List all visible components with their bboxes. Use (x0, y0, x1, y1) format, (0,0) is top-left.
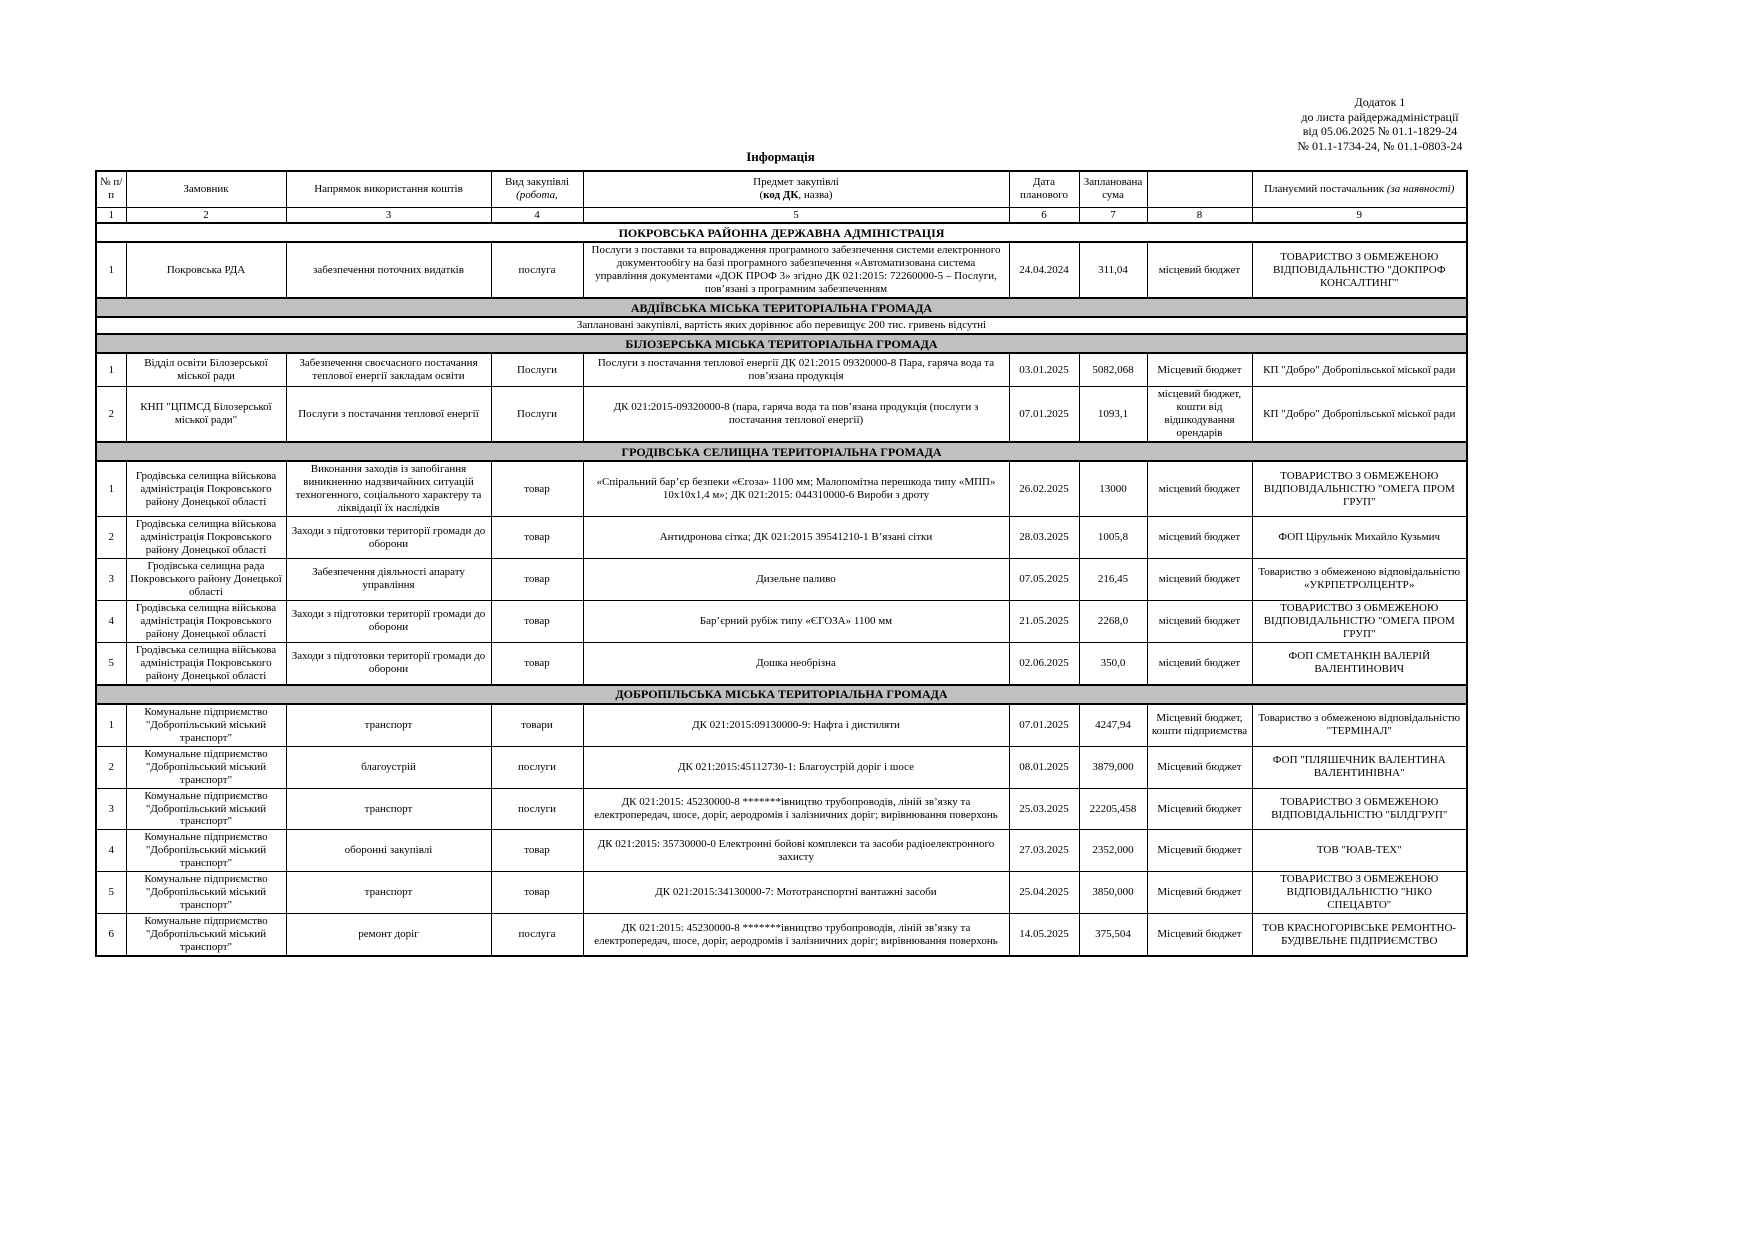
cell-kind: товар (491, 642, 583, 684)
cell-date: 25.03.2025 (1009, 788, 1079, 830)
section-header-row (96, 298, 1467, 317)
cell-customer: Гродівська селищна військова адміністрація Покровського району Донецької області (126, 642, 286, 684)
cell-n: 5 (96, 872, 126, 914)
cell-kind: послуги (491, 746, 583, 788)
cell-kind: товар (491, 830, 583, 872)
table-row (96, 559, 1467, 601)
col-header-num: № п/п (96, 171, 126, 207)
procurement-table (95, 170, 1468, 957)
cell-subject: ДК 021:2015:09130000-9: Нафта і дистиляти (583, 704, 1009, 746)
section-title: ГРОДІВСЬКА СЕЛИЩНА ТЕРИТОРІАЛЬНА ГРОМАДА (96, 442, 1467, 461)
table-row (96, 704, 1467, 746)
cell-amount: 22205,458 (1079, 788, 1147, 830)
table-row (96, 461, 1467, 516)
col-header-supplier-note: (за наявності) (1386, 182, 1455, 195)
cell-supplier: ТОВАРИСТВО З ОБМЕЖЕНОЮ ВІДПОВІДАЛЬНІСТЮ "ОМЕГА ПРОМ ГРУП" (1252, 600, 1467, 642)
cell-customer: Комунальне підприємство "Добропільський міський транспорт" (126, 914, 286, 956)
column-number: 9 (1252, 207, 1467, 223)
table-row (96, 517, 1467, 559)
cell-date: 14.05.2025 (1009, 914, 1079, 956)
column-number: 1 (96, 207, 126, 223)
cell-amount: 5082,068 (1079, 353, 1147, 387)
cell-budget: Місцевий бюджет (1147, 788, 1252, 830)
cell-n: 4 (96, 830, 126, 872)
cell-amount: 4247,94 (1079, 704, 1147, 746)
cell-date: 21.05.2025 (1009, 600, 1079, 642)
cell-budget: місцевий бюджет (1147, 642, 1252, 684)
cell-purpose: Забезпечення діяльності апарату управління (286, 559, 491, 601)
cell-supplier: ФОП СМЕТАНКІН ВАЛЕРІЙ ВАЛЕНТИНОВИЧ (1252, 642, 1467, 684)
cell-supplier: ТОВ КРАСНОГОРІВСЬКЕ РЕМОНТНО-БУДІВЕЛЬНЕ ПІДПРИЄМСТВО (1252, 914, 1467, 956)
cell-customer: Покровська РДА (126, 242, 286, 298)
col-header-subject-open: ( (759, 189, 764, 202)
table-body (96, 223, 1467, 956)
cell-budget: місцевий бюджет (1147, 461, 1252, 516)
cell-kind: товар (491, 872, 583, 914)
cell-supplier: ФОП "ПЛЯШЕЧНИК ВАЛЕНТИНА ВАЛЕНТИНІВНА" (1252, 746, 1467, 788)
cell-amount: 3850,000 (1079, 872, 1147, 914)
cell-n: 5 (96, 642, 126, 684)
cell-purpose: Забезпечення своєчасного постачання теплової енергії закладам освіти (286, 353, 491, 387)
cell-subject: Антидронова сітка; ДК 021:2015 39541210-1 В’язані сітки (583, 517, 1009, 559)
col-header-customer: Замовник (126, 171, 286, 207)
cell-n: 3 (96, 559, 126, 601)
cell-amount: 3879,000 (1079, 746, 1147, 788)
cell-budget: місцевий бюджет (1147, 559, 1252, 601)
cell-n: 1 (96, 704, 126, 746)
cell-customer: Комунальне підприємство "Добропільський міський транспорт" (126, 704, 286, 746)
section-header-row (96, 223, 1467, 242)
section-title: АВДІЇВСЬКА МІСЬКА ТЕРИТОРІАЛЬНА ГРОМАДА (96, 298, 1467, 317)
cell-budget: місцевий бюджет, кошти від відшкодування орендарів (1147, 387, 1252, 442)
cell-budget: Місцевий бюджет (1147, 914, 1252, 956)
column-number: 5 (583, 207, 1009, 223)
cell-amount: 216,45 (1079, 559, 1147, 601)
cell-amount: 311,04 (1079, 242, 1147, 298)
cell-supplier: КП "Добро" Добропільської міської ради (1252, 387, 1467, 442)
table-row (96, 830, 1467, 872)
cell-amount: 13000 (1079, 461, 1147, 516)
cell-date: 07.05.2025 (1009, 559, 1079, 601)
cell-supplier: Товариство з обмеженою відповідальністю "ТЕРМІНАЛ" (1252, 704, 1467, 746)
cell-customer: Комунальне підприємство "Добропільський міський транспорт" (126, 872, 286, 914)
cell-subject: ДК 021:2015:45112730-1: Благоустрій доріг і шосе (583, 746, 1009, 788)
table-row (96, 353, 1467, 387)
cell-date: 24.04.2024 (1009, 242, 1079, 298)
cell-subject: Дизельне паливо (583, 559, 1009, 601)
cell-budget: Місцевий бюджет (1147, 872, 1252, 914)
cell-date: 28.03.2025 (1009, 517, 1079, 559)
cell-customer: Комунальне підприємство "Добропільський міський транспорт" (126, 788, 286, 830)
section-header-row (96, 685, 1467, 704)
appendix-line: № 01.1-1734-24, № 01.1-0803-24 (1297, 138, 1463, 153)
col-header-subject-main: Предмет закупівлі (753, 176, 839, 189)
cell-supplier: ТОВАРИСТВО З ОБМЕЖЕНОЮ ВІДПОВІДАЛЬНІСТЮ "БІЛДГРУП" (1252, 788, 1467, 830)
cell-customer: Гродівська селищна військова адміністрація Покровського району Донецької області (126, 600, 286, 642)
cell-customer: Комунальне підприємство "Добропільський міський транспорт" (126, 746, 286, 788)
cell-kind: товар (491, 600, 583, 642)
column-number: 7 (1079, 207, 1147, 223)
cell-n: 2 (96, 746, 126, 788)
cell-purpose: благоустрій (286, 746, 491, 788)
section-header-row (96, 442, 1467, 461)
cell-purpose: транспорт (286, 788, 491, 830)
col-header-purpose: Напрямок використання коштів (286, 171, 491, 207)
cell-supplier: Товариство з обмеженою відповідальністю «УКРПЕТРОЛЦЕНТР» (1252, 559, 1467, 601)
cell-purpose: оборонні закупівлі (286, 830, 491, 872)
cell-purpose: транспорт (286, 704, 491, 746)
cell-n: 4 (96, 600, 126, 642)
col-header-kind-note: (робота, (516, 189, 558, 202)
section-title: ПОКРОВСЬКА РАЙОННА ДЕРЖАВНА АДМІНІСТРАЦІЯ (96, 223, 1467, 242)
cell-customer: Гродівська селищна рада Покровського району Донецької області (126, 559, 286, 601)
note-row (96, 317, 1467, 334)
cell-date: 25.04.2025 (1009, 872, 1079, 914)
table-header-row (96, 171, 1467, 207)
cell-budget: місцевий бюджет (1147, 242, 1252, 298)
column-number: 4 (491, 207, 583, 223)
col-header-kind-main: Вид закупівлі (504, 176, 570, 189)
appendix-line: Додаток 1 (1354, 95, 1406, 109)
cell-purpose: транспорт (286, 872, 491, 914)
cell-subject: ДК 021:2015: 35730000-0 Електронні бойові комплекси та засоби радіоелектронного захисту (583, 830, 1009, 872)
cell-kind: товар (491, 461, 583, 516)
cell-subject: ДК 021:2015: 45230000-8 *******івництво трубопроводів, ліній зв’язку та електропередач, шосе, доріг, аеродромів і залізничних доріг; вирівнювання поверхонь (583, 914, 1009, 956)
cell-subject: Послуги з постачання теплової енергії ДК 021:2015 09320000-8 Пара, гаряча вода та пов’язана продукція (583, 353, 1009, 387)
cell-supplier: КП "Добро" Добропільської міської ради (1252, 353, 1467, 387)
table-row (96, 788, 1467, 830)
cell-date: 03.01.2025 (1009, 353, 1079, 387)
table-row (96, 642, 1467, 684)
cell-kind: Послуги (491, 353, 583, 387)
cell-budget: місцевий бюджет (1147, 600, 1252, 642)
cell-subject: ДК 021:2015:34130000-7: Мототранспортні вантажні засоби (583, 872, 1009, 914)
cell-kind: товар (491, 559, 583, 601)
cell-date: 02.06.2025 (1009, 642, 1079, 684)
cell-purpose: ремонт доріг (286, 914, 491, 956)
col-header-subject-code: код ДК (763, 189, 799, 202)
col-header-kind (491, 171, 583, 207)
column-number: 8 (1147, 207, 1252, 223)
cell-n: 6 (96, 914, 126, 956)
cell-customer: Відділ освіти Білозерської міської ради (126, 353, 286, 387)
cell-subject: Бар’єрний рубіж типу «ЄГОЗА» 1100 мм (583, 600, 1009, 642)
cell-customer: Гродівська селищна військова адміністрація Покровського району Донецької області (126, 517, 286, 559)
cell-n: 3 (96, 788, 126, 830)
cell-date: 07.01.2025 (1009, 704, 1079, 746)
cell-kind: послуга (491, 914, 583, 956)
cell-purpose: Виконання заходів із запобігання виникненню надзвичайних ситуацій техногенного, соціального характеру та ліквідації їх наслідків (286, 461, 491, 516)
cell-n: 1 (96, 461, 126, 516)
cell-subject: ДК 021:2015: 45230000-8 *******івництво трубопроводів, ліній зв’язку та електропередач, шосе, доріг, аеродромів і залізничних доріг; вирівнювання поверхонь (583, 788, 1009, 830)
table-row (96, 600, 1467, 642)
cell-n: 2 (96, 387, 126, 442)
table-row (96, 872, 1467, 914)
col-header-amount: Запланована сума (1079, 171, 1147, 207)
cell-date: 27.03.2025 (1009, 830, 1079, 872)
cell-customer: Гродівська селищна військова адміністрація Покровського району Донецької області (126, 461, 286, 516)
col-header-budget (1147, 171, 1252, 207)
cell-kind: послуга (491, 242, 583, 298)
col-header-date: Дата планового (1009, 171, 1079, 207)
cell-supplier: ТОВ "ЮАВ-ТЕХ" (1252, 830, 1467, 872)
table-row (96, 242, 1467, 298)
cell-budget: місцевий бюджет (1147, 517, 1252, 559)
column-number: 6 (1009, 207, 1079, 223)
section-title: БІЛОЗЕРСЬКА МІСЬКА ТЕРИТОРІАЛЬНА ГРОМАДА (96, 334, 1467, 353)
cell-purpose: Заходи з підготовки території громади до оборони (286, 642, 491, 684)
cell-kind: товари (491, 704, 583, 746)
cell-n: 2 (96, 517, 126, 559)
cell-subject: Дошка необрізна (583, 642, 1009, 684)
cell-date: 07.01.2025 (1009, 387, 1079, 442)
col-header-subject (583, 171, 1009, 207)
column-number: 2 (126, 207, 286, 223)
cell-purpose: Заходи з підготовки території громади до оборони (286, 517, 491, 559)
cell-customer: Комунальне підприємство "Добропільський міський транспорт" (126, 830, 286, 872)
cell-budget: Місцевий бюджет, кошти підприємства (1147, 704, 1252, 746)
section-header-row (96, 334, 1467, 353)
cell-amount: 375,504 (1079, 914, 1147, 956)
table-row (96, 387, 1467, 442)
cell-supplier: ТОВАРИСТВО З ОБМЕЖЕНОЮ ВІДПОВІДАЛЬНІСТЮ "ОМЕГА ПРОМ ГРУП" (1252, 461, 1467, 516)
cell-amount: 350,0 (1079, 642, 1147, 684)
table-row (96, 914, 1467, 956)
cell-kind: послуги (491, 788, 583, 830)
column-numbers-row (96, 207, 1467, 223)
cell-kind: Послуги (491, 387, 583, 442)
cell-supplier: ФОП Цірульнік Михайло Кузьмич (1252, 517, 1467, 559)
cell-budget: Місцевий бюджет (1147, 830, 1252, 872)
cell-supplier: ТОВАРИСТВО З ОБМЕЖЕНОЮ ВІДПОВІДАЛЬНІСТЮ "НІКО СПЕЦАВТО" (1252, 872, 1467, 914)
cell-amount: 2268,0 (1079, 600, 1147, 642)
cell-budget: Місцевий бюджет (1147, 746, 1252, 788)
page-title: Інформація (746, 149, 815, 164)
section-title: ДОБРОПІЛЬСЬКА МІСЬКА ТЕРИТОРІАЛЬНА ГРОМАДА (96, 685, 1467, 704)
cell-amount: 1005,8 (1079, 517, 1147, 559)
cell-customer: КНП "ЦПМСД Білозерської міської ради" (126, 387, 286, 442)
cell-purpose: забезпечення поточних видатків (286, 242, 491, 298)
col-header-supplier-main: Плануємий постачальник (1264, 182, 1387, 195)
cell-subject: Послуги з поставки та впровадження програмного забезпечення системи електронного документообігу на базі програмного забезпечення «Автоматизована система управління документами «ДОК ПРОФ 3» згідно ДК 021:2015: 72260000-5 – Послуги, пов’язані з програмним забезпеченням (583, 242, 1009, 298)
cell-amount: 2352,000 (1079, 830, 1147, 872)
cell-purpose: Послуги з постачання теплової енергії (286, 387, 491, 442)
cell-kind: товар (491, 517, 583, 559)
cell-budget: Місцевий бюджет (1147, 353, 1252, 387)
cell-n: 1 (96, 242, 126, 298)
cell-date: 08.01.2025 (1009, 746, 1079, 788)
appendix-line: до листа райдержадміністрації (1301, 109, 1459, 124)
column-number: 3 (286, 207, 491, 223)
cell-subject: ДК 021:2015-09320000-8 (пара, гаряча вода та пов’язана продукція (послуги з постачання теплової енергії) (583, 387, 1009, 442)
col-header-subject-rest: , назва) (798, 189, 833, 202)
table-row (96, 746, 1467, 788)
col-header-supplier (1252, 171, 1467, 207)
appendix-note (1140, 95, 1620, 153)
cell-subject: «Спіральний бар’єр безпеки «Єгоза» 1100 мм; Малопомітна перешкода типу «МПП» 10х10х1,4 м»; ДК 021:2015: 044310000-6 Вироби з дроту (583, 461, 1009, 516)
cell-purpose: Заходи з підготовки території громади до оборони (286, 600, 491, 642)
cell-amount: 1093,1 (1079, 387, 1147, 442)
cell-date: 26.02.2025 (1009, 461, 1079, 516)
cell-n: 1 (96, 353, 126, 387)
cell-supplier: ТОВАРИСТВО З ОБМЕЖЕНОЮ ВІДПОВІДАЛЬНІСТЮ "ДОКПРОФ КОНСАЛТИНГ" (1252, 242, 1467, 298)
appendix-line: від 05.06.2025 № 01.1-1829-24 (1302, 124, 1458, 138)
section-note: Заплановані закупівлі, вартість яких дорівнює або перевищує 200 тис. гривень відсутні (96, 317, 1467, 334)
